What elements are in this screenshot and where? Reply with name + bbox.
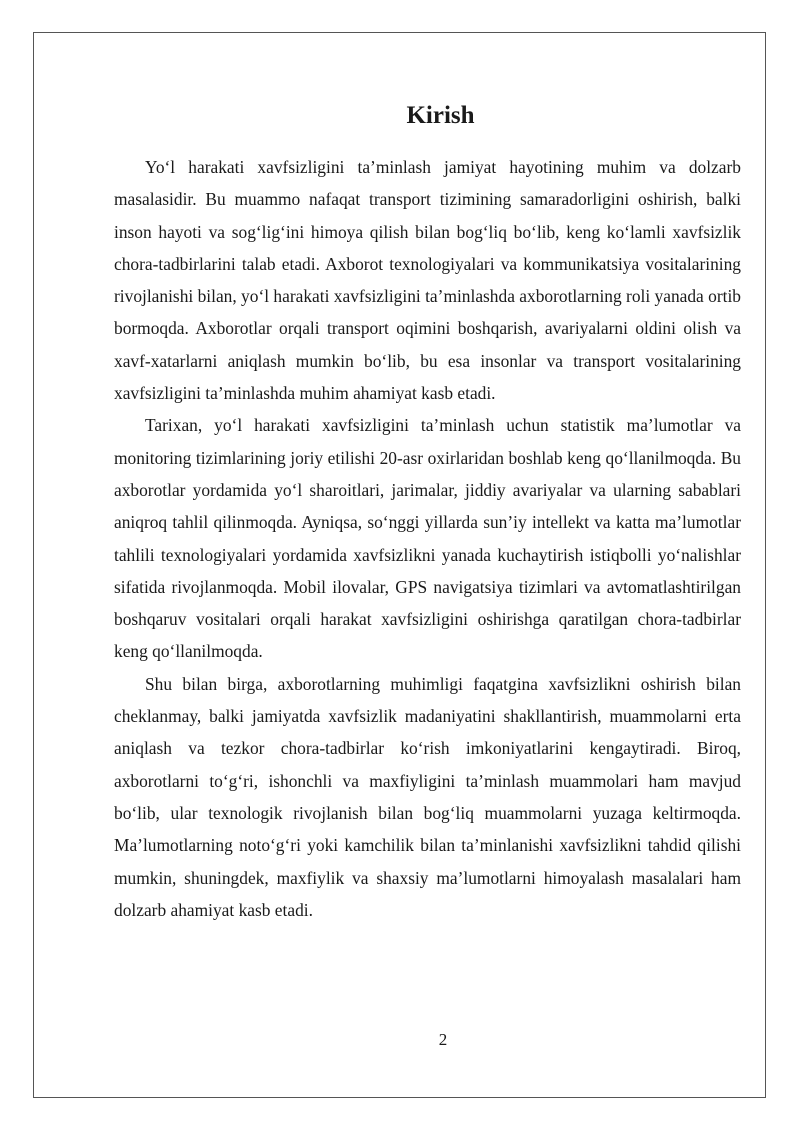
paragraph-intro: Yo‘l harakati xavfsizligini ta’minlash jamiyat hayotining muhim va dolzarb masalasidir. Bu muammo nafaqat transport tizimining samaradorligini oshirish, balki inson hayoti va sog‘lig‘ini himoya qilish bilan bog‘liq bo‘lib, keng ko‘lamli xavfsizlik chora-tadbirlarini talab etadi. Axborot texnologiyalari va kommunikatsiya vositalarining rivojlanishi bilan, yo‘l harakati xavfsizligini ta’minlashda axborotlarning roli yanada ortib bormoqda. Axborotlar orqali transport oqimini boshqarish, avariyalarni oldini olish va xavf-xatarlarni aniqlash mumkin bo‘lib, bu esa insonlar va transport vositalarining xavfsizligini ta’minlashda muhim ahamiyat kasb etadi. [114,157,741,404]
paragraph-importance: Shu bilan birga, axborotlarning muhimligi faqatgina xavfsizlikni oshirish bilan cheklanmay, balki jamiyatda xavfsizlik madaniyatini shakllantirish, muammolarni erta aniqlash va tezkor chora-tadbirlar ko‘rish imkoniyatlarini kengaytiradi. Biroq, axborotlarni to‘g‘ri, ishonchli va maxfiyligini ta’minlash muammolari ham mavjud bo‘lib, ular texnologik rivojlanish bilan bog‘liq muammolarni yuzaga keltirmoqda. Ma’lumotlarning noto‘g‘ri yoki kamchilik bilan ta’minlanishi xavfsizlikni tahdid qilishi mumkin, shuningdek, maxfiylik va shaxsiy ma’lumotlarni himoyalash masalalari ham dolzarb ahamiyat kasb etadi. [114,673,741,920]
page-number: 2 [438,1030,448,1049]
page-content [114,96,741,926]
section-title: Kirish [406,102,475,129]
paragraph-history: Tarixan, yo‘l harakati xavfsizligini ta’minlash uchun statistik ma’lumotlar va monitoring tizimlarining joriy etilishi 20-asr oxirlaridan boshlab keng qo‘llanilmoqda. Bu axborotlar yordamida yo‘l sharoitlari, jarimalar, jiddiy avariyalar va ularning sabablari aniqroq tahlil qilinmoqda. Ayniqsa, so‘nggi yillarda sun’iy intellekt va katta ma’lumotlar tahlili texnologiyalari yordamida xavfsizlikni yanada kuchaytirish istiqbolli yo‘nalishlar sifatida rivojlanmoqda. Mobil ilovalar, GPS navigatsiya tizimlari va avtomatlashtirilgan boshqaruv vositalari orqali harakat xavfsizligini oshirishga qaratilgan chora-tadbirlar keng qo‘llanilmoqda. [114,415,741,662]
